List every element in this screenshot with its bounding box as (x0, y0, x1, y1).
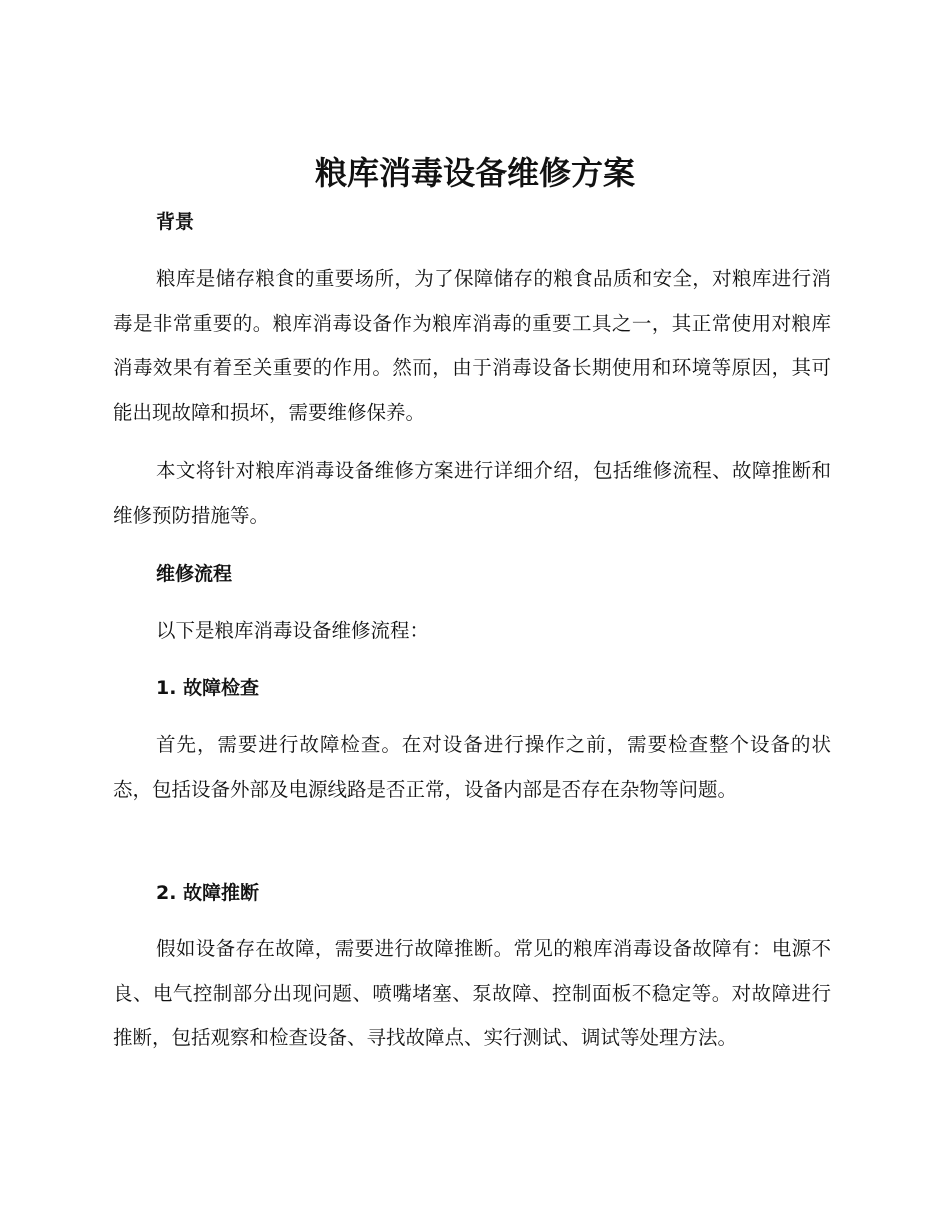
paragraph-background-2: 本文将针对粮库消毒设备维修方案进行详细介绍，包括维修流程、故障推断和维修预防措施等。 (113, 459, 831, 527)
step-heading-diagnosis: 2. 故障推断 (156, 882, 260, 904)
paragraph-background-1: 粮库是储存粮食的重要场所，为了保障储存的粮食品质和安全，对粮库进行消毒是非常重要的。粮库消毒设备作为粮库消毒的重要工具之一，其正常使用对粮库消毒效果有着至关重要的作用。然而，由于消毒设备长期使用和环境等原因，其可能出现故障和损坏，需要维修保养。 (113, 267, 831, 424)
paragraph-step1: 首先，需要进行故障检查。在对设备进行操作之前，需要检查整个设备的状态，包括设备外部及电源线路是否正常，设备内部是否存在杂物等问题。 (113, 733, 831, 801)
section-heading-background: 背景 (156, 211, 195, 233)
section-heading-process: 维修流程 (156, 563, 233, 585)
paragraph-process-intro: 以下是粮库消毒设备维修流程： (156, 619, 430, 642)
step-heading-inspection: 1. 故障检查 (156, 677, 260, 699)
paragraph-step2: 假如设备存在故障，需要进行故障推断。常见的粮库消毒设备故障有：电源不良、电气控制部分出现问题、喷嘴堵塞、泵故障、控制面板不稳定等。对故障进行推断，包括观察和检查设备、寻找故障点、实行测试、调试等处理方法。 (113, 937, 831, 1049)
document-title: 粮库消毒设备维修方案 (314, 154, 635, 192)
